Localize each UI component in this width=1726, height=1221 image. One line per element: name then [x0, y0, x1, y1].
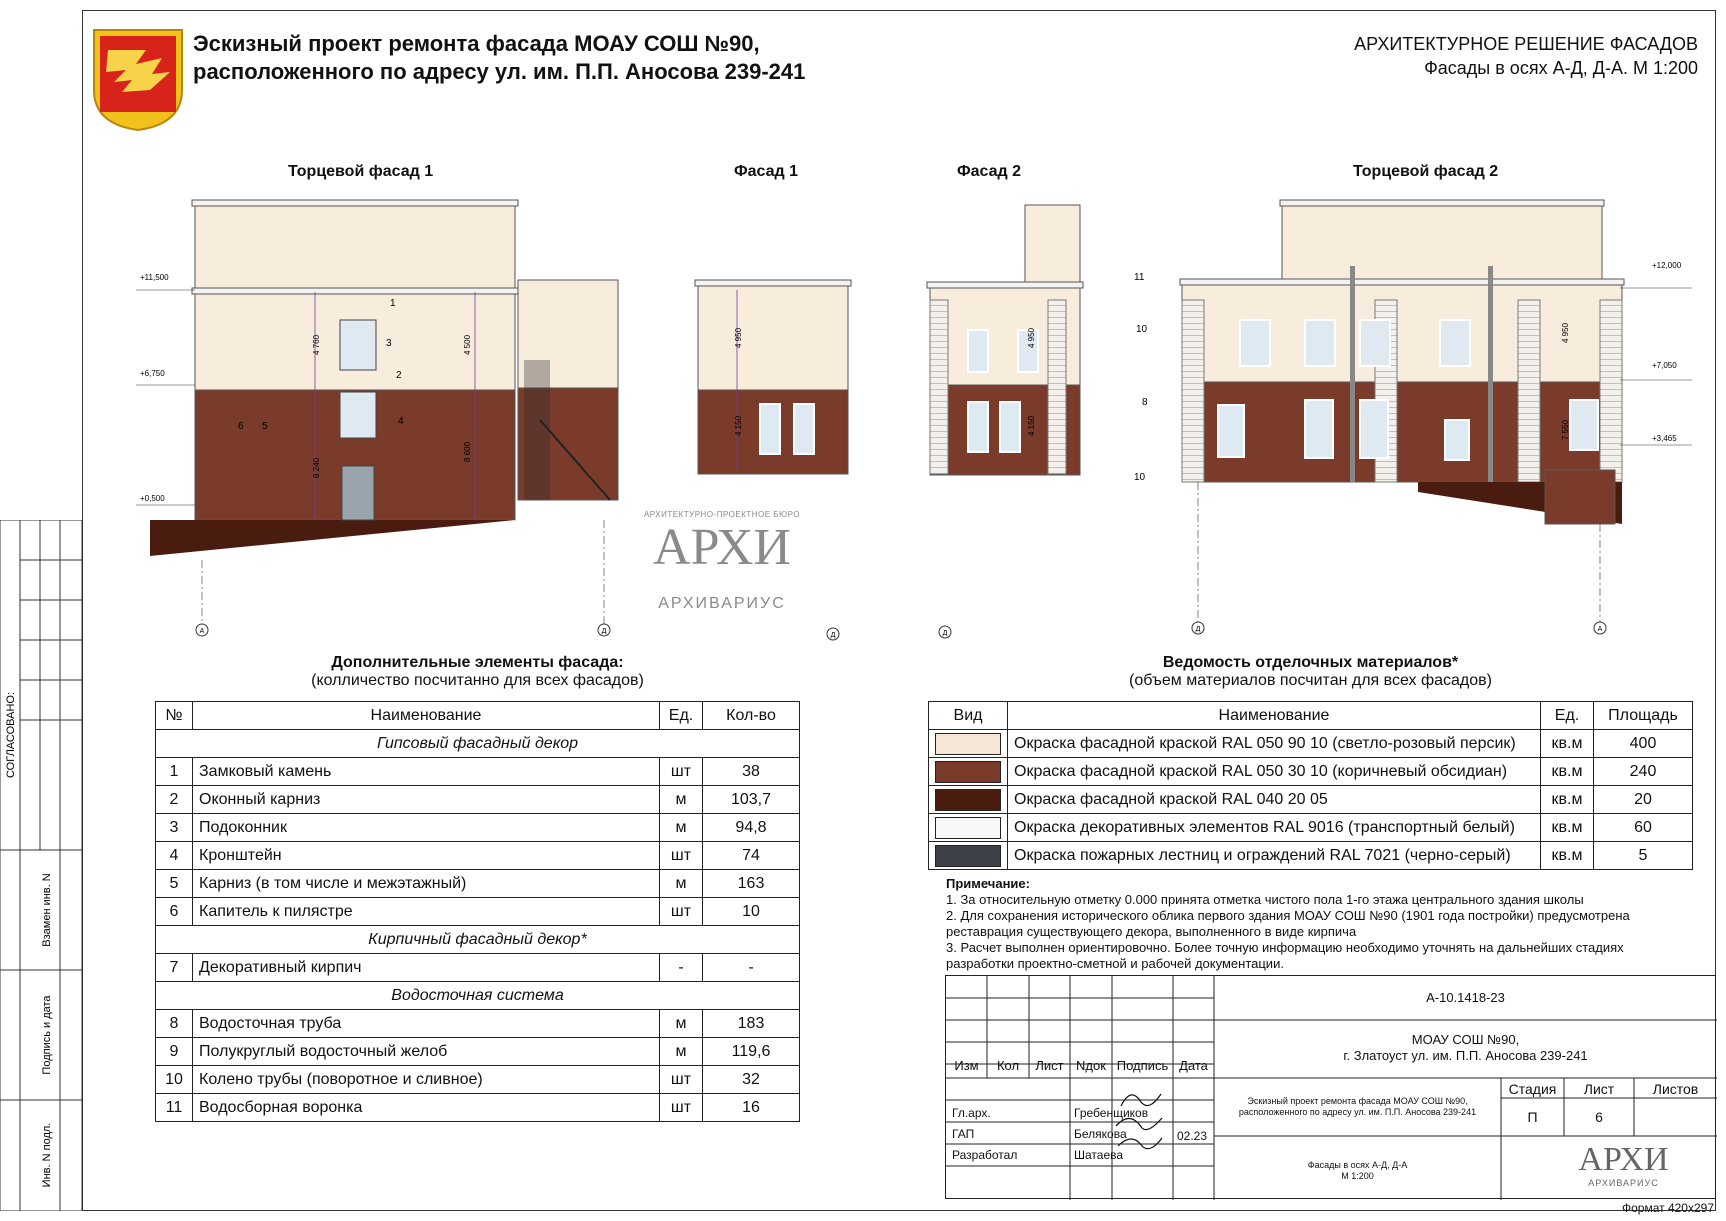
stamp-name-1: Гребенщиков — [1074, 1106, 1149, 1120]
stamp-col-ndok: Nдок — [1076, 1058, 1106, 1073]
table-row — [156, 954, 800, 982]
cell: 20 — [1594, 786, 1693, 814]
note-2b: реставрация существующего декора, выполненного в виде кирпича — [946, 924, 1357, 939]
dim-label-d2: 4 500 — [463, 334, 472, 355]
axis-d-2: Д — [830, 632, 836, 639]
cell: 16 — [703, 1094, 800, 1122]
side-podp-label: Подпись и дата — [41, 995, 53, 1075]
decor-section-drain: Водосточная система — [156, 982, 800, 1010]
dim-label-d6: 4 150 — [734, 415, 743, 436]
cell: Колено трубы (поворотное и сливное) — [193, 1066, 660, 1094]
elev-label-r3: +3,465 — [1652, 434, 1677, 443]
stamp-logo-big: АРХИ — [1578, 1141, 1669, 1178]
section-title-line-1: АРХИТЕКТУРНОЕ РЕШЕНИЕ ФАСАДОВ — [1354, 34, 1698, 54]
color-swatch — [935, 733, 1001, 755]
table-row — [929, 786, 1693, 814]
stamp-logo — [1546, 1142, 1701, 1188]
color-swatch — [935, 761, 1001, 783]
table-row — [156, 786, 800, 814]
cell: м — [660, 870, 703, 898]
stamp-sheet-header: Лист — [1583, 1081, 1615, 1097]
note-2a: 2. Для сохранения исторического облика первого здания МОАУ СОШ №90 (1901 года постройки) предусмотрена — [946, 908, 1630, 923]
axis-d-3: Д — [942, 630, 948, 637]
materials-col-name: Наименование — [1008, 702, 1541, 730]
stamp-date-2: 02.23 — [1177, 1129, 1208, 1143]
elev-label-l1: +11,500 — [140, 273, 169, 282]
callout-8: 8 — [1142, 397, 1148, 408]
cell: 9 — [156, 1038, 193, 1066]
dim-label-d1: 4 760 — [312, 334, 321, 355]
cell: 6 — [156, 898, 193, 926]
stamp-col-kol: Кол — [996, 1058, 1020, 1073]
table-row — [156, 814, 800, 842]
dim-label-d10: 7 550 — [1561, 419, 1570, 440]
cell: 5 — [156, 870, 193, 898]
stamp-project-2: расположенного по адресу ул. им. П.П. Аносова 239-241 — [1238, 1107, 1477, 1117]
callout-3: 3 — [386, 338, 392, 349]
color-swatch — [935, 789, 1001, 811]
cell: 38 — [703, 758, 800, 786]
decor-section-brick: Кирпичный фасадный декор* — [156, 926, 800, 954]
materials-table-subtitle: (объем материалов посчитан для всех фасадов) — [1129, 672, 1492, 689]
stamp-drawing — [1214, 1160, 1501, 1182]
color-swatch — [935, 845, 1001, 867]
cell: Подоконник — [193, 814, 660, 842]
decor-table-heading — [155, 654, 800, 690]
axis-d-4: Д — [1195, 626, 1201, 633]
cell: кв.м — [1541, 842, 1594, 870]
color-swatch-cell — [929, 730, 1008, 758]
decor-section-plaster: Гипсовый фасадный декор — [156, 730, 800, 758]
callout-5: 5 — [262, 421, 268, 432]
cell: 74 — [703, 842, 800, 870]
axis-a-1: А — [199, 628, 205, 635]
axis-a-2: А — [1597, 626, 1603, 633]
cell: Замковый камень — [193, 758, 660, 786]
table-row — [929, 730, 1693, 758]
cell: 119,6 — [703, 1038, 800, 1066]
stamp-name-3: Шатаева — [1074, 1148, 1124, 1162]
cell: Декоративный кирпич — [193, 954, 660, 982]
notes-block — [946, 876, 1706, 972]
cell: шт — [660, 1066, 703, 1094]
cell: - — [703, 954, 800, 982]
facade-2-drawing — [927, 205, 1083, 638]
table-row — [156, 898, 800, 926]
dim-label-d4: 8 600 — [463, 441, 472, 462]
side-inv-label: Инв. N подл. — [41, 1122, 53, 1188]
stamp-role-3: Разработал — [952, 1148, 1018, 1162]
stamp-org — [1214, 1032, 1717, 1064]
cell: 3 — [156, 814, 193, 842]
materials-table-title: Ведомость отделочных материалов* — [1162, 654, 1459, 671]
cell: м — [660, 1010, 703, 1038]
stamp-role-1: Гл.арх. — [952, 1106, 991, 1120]
view-title-end-facade-1: Торцевой фасад 1 — [288, 163, 434, 180]
cell: 1 — [156, 758, 193, 786]
elev-label-r2: +7,050 — [1652, 361, 1677, 370]
dim-label-d9: 4 950 — [1561, 322, 1570, 343]
materials-col-swatch: Вид — [929, 702, 1008, 730]
callout-2: 2 — [396, 370, 402, 381]
stamp-col-list: Лист — [1035, 1058, 1064, 1073]
decor-col-name: Наименование — [193, 702, 660, 730]
cell: 400 — [1594, 730, 1693, 758]
table-row — [156, 870, 800, 898]
end-facade-1-drawing — [136, 200, 618, 636]
callout-4: 4 — [398, 416, 404, 427]
stamp-col-podpis: Подпись — [1116, 1058, 1169, 1073]
cell: 103,7 — [703, 786, 800, 814]
cell: м — [660, 814, 703, 842]
color-swatch-cell — [929, 758, 1008, 786]
stamp-project-1: Эскизный проект ремонта фасада МОАУ СОШ №90, — [1247, 1096, 1468, 1106]
callout-11: 11 — [1134, 272, 1145, 283]
color-swatch-cell — [929, 842, 1008, 870]
stamp-code: А-10.1418-23 — [1426, 990, 1505, 1005]
cell: 32 — [703, 1066, 800, 1094]
view-title-end-facade-2: Торцевой фасад 2 — [1353, 163, 1499, 180]
note-3a: 3. Расчет выполнен ориентировочно. Более точную информацию необходимо уточнять на дальнейших стадиях — [946, 940, 1624, 955]
side-vzam-label: Взамен инв. N — [41, 873, 53, 947]
color-swatch-cell — [929, 786, 1008, 814]
cell: 163 — [703, 870, 800, 898]
stamp-name-2: Белякова — [1074, 1127, 1127, 1141]
cell: Карниз (в том числе и межэтажный) — [193, 870, 660, 898]
cell: кв.м — [1541, 730, 1594, 758]
cell: - — [660, 954, 703, 982]
format-label: Формат 420х297 — [1621, 1201, 1714, 1215]
table-row — [156, 1038, 800, 1066]
stamp-col-izm: Изм — [954, 1058, 979, 1073]
cell: 8 — [156, 1010, 193, 1038]
end-facade-2-drawing — [1180, 200, 1692, 634]
cell: м — [660, 786, 703, 814]
decor-table-title: Дополнительные элементы фасада: — [331, 654, 624, 671]
elev-label-l2: +6,750 — [140, 369, 165, 378]
cell: Окраска пожарных лестниц и ограждений RAL 7021 (черно-серый) — [1008, 842, 1541, 870]
callout-1: 1 — [390, 298, 396, 309]
note-3b: разработки проектно-сметной и рабочей документации. — [946, 956, 1284, 971]
stamp-org-1: МОАУ СОШ №90, — [1411, 1032, 1520, 1047]
decor-col-qty: Кол-во — [703, 702, 800, 730]
decor-col-num: № — [156, 702, 193, 730]
callout-6: 6 — [238, 421, 244, 432]
decor-table — [155, 701, 800, 1122]
stamp-drawing-1: Фасады в осях А-Д, Д-А — [1307, 1160, 1408, 1170]
cell: кв.м — [1541, 758, 1594, 786]
table-row — [929, 842, 1693, 870]
table-row — [929, 814, 1693, 842]
stamp-logo-small: АРХИВАРИУС — [1588, 1178, 1659, 1188]
cell: Окраска фасадной краской RAL 050 90 10 (светло-розовый персик) — [1008, 730, 1541, 758]
cell: шт — [660, 758, 703, 786]
cell: шт — [660, 1094, 703, 1122]
cell: Водосборная воронка — [193, 1094, 660, 1122]
cell: Окраска фасадной краской RAL 050 30 10 (коричневый обсидиан) — [1008, 758, 1541, 786]
stamp-col-headers — [946, 1058, 1214, 1073]
title-line-2: расположенного по адресу ул. им. П.П. Аносова 239-241 — [193, 59, 806, 84]
stamp-sheet: 6 — [1595, 1109, 1603, 1125]
cell: 10 — [703, 898, 800, 926]
cell: Окраска декоративных элементов RAL 9016 (транспортный белый) — [1008, 814, 1541, 842]
cell: 10 — [156, 1066, 193, 1094]
stamp-stage: П — [1527, 1109, 1538, 1125]
dim-label-d7: 4 950 — [1027, 327, 1036, 348]
stamp-stage-header: Стадия — [1508, 1081, 1557, 1097]
cell: 183 — [703, 1010, 800, 1038]
cell: м — [660, 1038, 703, 1066]
cell: 2 — [156, 786, 193, 814]
callout-10a: 10 — [1136, 324, 1148, 335]
cell: шт — [660, 898, 703, 926]
watermark-big: АРХИ — [653, 519, 791, 576]
cell: 5 — [1594, 842, 1693, 870]
table-row — [156, 1094, 800, 1122]
dim-label-d8: 4 150 — [1027, 415, 1036, 436]
materials-table — [928, 701, 1693, 870]
cell: 11 — [156, 1094, 193, 1122]
cell: Оконный карниз — [193, 786, 660, 814]
stamp-project — [1216, 1096, 1499, 1118]
view-title-facade-2: Фасад 2 — [957, 163, 1022, 180]
watermark — [638, 510, 806, 613]
decor-table-subtitle: (колличество посчитанно для всех фасадов) — [311, 672, 644, 689]
section-title-line-2: Фасады в осях А-Д, Д-А. М 1:200 — [1424, 58, 1698, 78]
cell: 240 — [1594, 758, 1693, 786]
stamp-col-data: Дата — [1179, 1058, 1208, 1073]
elev-label-l3: +0,500 — [140, 494, 165, 503]
dim-label-d5: 4 950 — [734, 327, 743, 348]
color-swatch — [935, 817, 1001, 839]
cell: 94,8 — [703, 814, 800, 842]
stamp-org-2: г. Златоуст ул. им. П.П. Аносова 239-241 — [1343, 1048, 1588, 1063]
side-agreed-label: СОГЛАСОВАНО: — [5, 691, 17, 779]
callout-10b: 10 — [1134, 472, 1146, 483]
decor-col-unit: Ед. — [660, 702, 703, 730]
cell: Окраска фасадной краской RAL 040 20 05 — [1008, 786, 1541, 814]
dim-label-d3: 6 240 — [312, 457, 321, 478]
table-row — [156, 1010, 800, 1038]
table-row — [156, 758, 800, 786]
notes-title: Примечание: — [946, 876, 1030, 891]
note-1: 1. За относительную отметку 0.000 принята отметка чистого пола 1-го этажа центрального здания школы — [946, 892, 1584, 907]
materials-table-heading — [928, 654, 1693, 690]
materials-col-unit: Ед. — [1541, 702, 1594, 730]
table-row — [929, 758, 1693, 786]
cell: 4 — [156, 842, 193, 870]
cell: Кронштейн — [193, 842, 660, 870]
cell: шт — [660, 842, 703, 870]
table-row — [156, 1066, 800, 1094]
cell: 60 — [1594, 814, 1693, 842]
cell: Полукруглый водосточный желоб — [193, 1038, 660, 1066]
cell: 7 — [156, 954, 193, 982]
color-swatch-cell — [929, 814, 1008, 842]
stamp-drawing-2: М 1:200 — [1341, 1171, 1374, 1181]
cell: кв.м — [1541, 786, 1594, 814]
watermark-top: АРХИТЕКТУРНО-ПРОЕКТНОЕ БЮРО — [643, 510, 801, 519]
table-row — [156, 842, 800, 870]
view-title-facade-1: Фасад 1 — [734, 163, 799, 180]
axis-d-1: Д — [601, 628, 607, 635]
watermark-bottom: АРХИВАРИУС — [658, 595, 786, 612]
cell: кв.м — [1541, 814, 1594, 842]
elev-label-r1: +12,000 — [1652, 261, 1682, 270]
title-block — [945, 975, 1716, 1199]
stamp-sheets-header: Листов — [1652, 1081, 1699, 1097]
materials-col-area: Площадь — [1594, 702, 1693, 730]
title-line-1: Эскизный проект ремонта фасада МОАУ СОШ №90, — [193, 31, 760, 56]
cell: Капитель к пилястре — [193, 898, 660, 926]
cell: Водосточная труба — [193, 1010, 660, 1038]
stamp-role-2: ГАП — [952, 1127, 975, 1141]
